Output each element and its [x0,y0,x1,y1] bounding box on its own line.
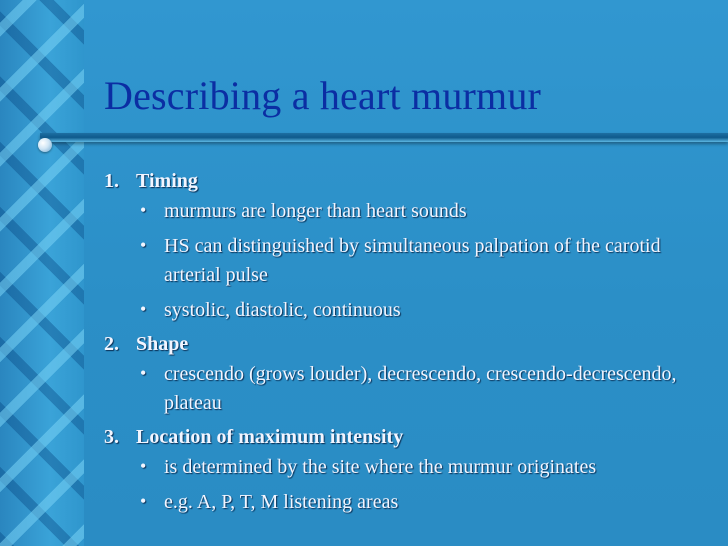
bullet-list [140,197,716,325]
bullet-item [140,453,716,482]
section-number: 2. [104,333,119,355]
bullet-text: systolic, diastolic, continuous [164,299,401,321]
bullet-item [140,232,716,290]
bullet-list [140,453,716,517]
section-number: 3. [104,426,119,448]
bullet-icon: • [140,200,147,220]
bullet-list [140,360,716,418]
section-location [104,424,716,517]
section-heading [104,331,716,357]
bullet-item [140,488,716,517]
slide-content [104,168,716,523]
bullet-text: murmurs are longer than heart sounds [164,200,467,222]
section-shape [104,331,716,418]
section-title: Shape [136,333,189,355]
bullet-text: e.g. A, P, T, M listening areas [164,491,399,513]
bullet-text: crescendo (grows louder), decrescendo, crescendo-decrescendo, plateau [164,363,677,414]
bullet-item [140,197,716,226]
bullet-item [140,360,716,418]
section-timing [104,168,716,325]
bullet-icon: • [140,363,147,383]
slide-title: Describing a heart murmur [104,73,542,118]
section-heading [104,424,716,450]
section-title: Location of maximum intensity [136,426,404,448]
bullet-icon: • [140,491,147,511]
section-number: 1. [104,170,119,192]
section-heading [104,168,716,194]
bullet-icon: • [140,235,147,255]
bullet-icon: • [140,299,147,319]
rule-knob [38,138,52,152]
title-underline-rule [40,133,728,142]
decorative-left-band [0,0,84,546]
section-title: Timing [136,170,198,192]
bullet-icon: • [140,456,147,476]
bullet-item [140,296,716,325]
bullet-text: HS can distinguished by simultaneous palpation of the carotid arterial pulse [164,235,661,286]
bullet-text: is determined by the site where the murmur originates [164,456,597,478]
